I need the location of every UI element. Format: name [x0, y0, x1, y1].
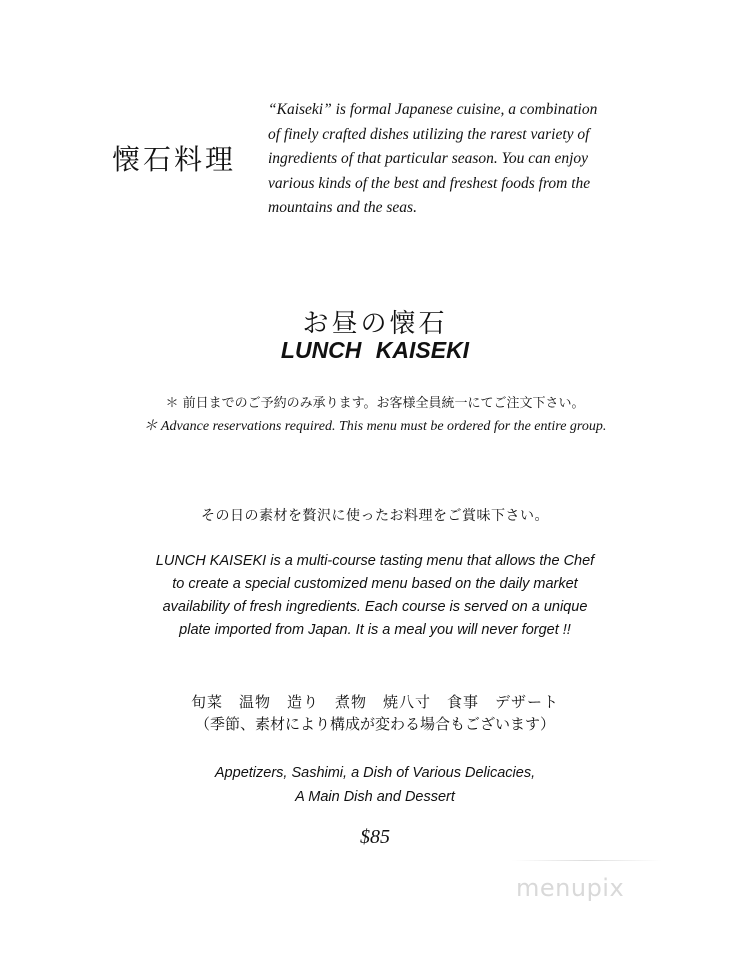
reservation-note-en: ＊ Advance reservations required. This menu must be ordered for the entire group. [143, 419, 607, 434]
courses-line: A Main Dish and Dessert [295, 789, 455, 805]
courses-list-jp: 旬菜 温物 造り 煮物 焼八寸 食事 デザート [190, 693, 559, 711]
lunch-title-en: LUNCH KAISEKI [280, 337, 470, 363]
enjoy-note-jp: その日の素材を贅沢に使ったお料理をご賞味下さい。 [201, 508, 549, 524]
kaiseki-intro [268, 98, 640, 221]
lunch-title-jp: お昼の懐石 [302, 309, 448, 339]
reservation-note-jp: ＊ 前日までのご予約のみ承ります。お客様全員統一にてご注文下さい。 [165, 396, 585, 411]
intro-line: ingredients of that particular season. You can enjoy [268, 150, 589, 167]
intro-line: “Kaiseki” is formal Japanese cuisine, a combination [268, 101, 598, 118]
intro-line: various kinds of the best and freshest foods from the [268, 174, 591, 192]
description-line: availability of fresh ingredients. Each course is served on a unique [162, 599, 588, 615]
watermark-rule [512, 860, 662, 861]
description-line: plate imported from Japan. It is a meal you will never forget !! [179, 622, 571, 638]
intro-line: of finely crafted dishes utilizing the rarest variety of [268, 125, 590, 143]
description-line: to create a special customized menu based on the daily market [172, 576, 578, 592]
courses-note-jp: （季節、素材により構成が変わる場合もございます） [194, 715, 555, 733]
kaiseki-heading-jp: 懐石料理 [112, 143, 237, 176]
intro-line: mountains and the seas. [268, 199, 417, 216]
lunch-description [0, 550, 750, 642]
courses-line: Appetizers, Sashimi, a Dish of Various Delicacies, [214, 765, 536, 781]
lunch-price: $85 [360, 826, 390, 848]
description-line: LUNCH KAISEKI is a multi-course tasting menu that allows the Chef [155, 553, 595, 569]
courses-list-en [0, 761, 750, 809]
menupix-watermark: menupix [516, 874, 625, 902]
